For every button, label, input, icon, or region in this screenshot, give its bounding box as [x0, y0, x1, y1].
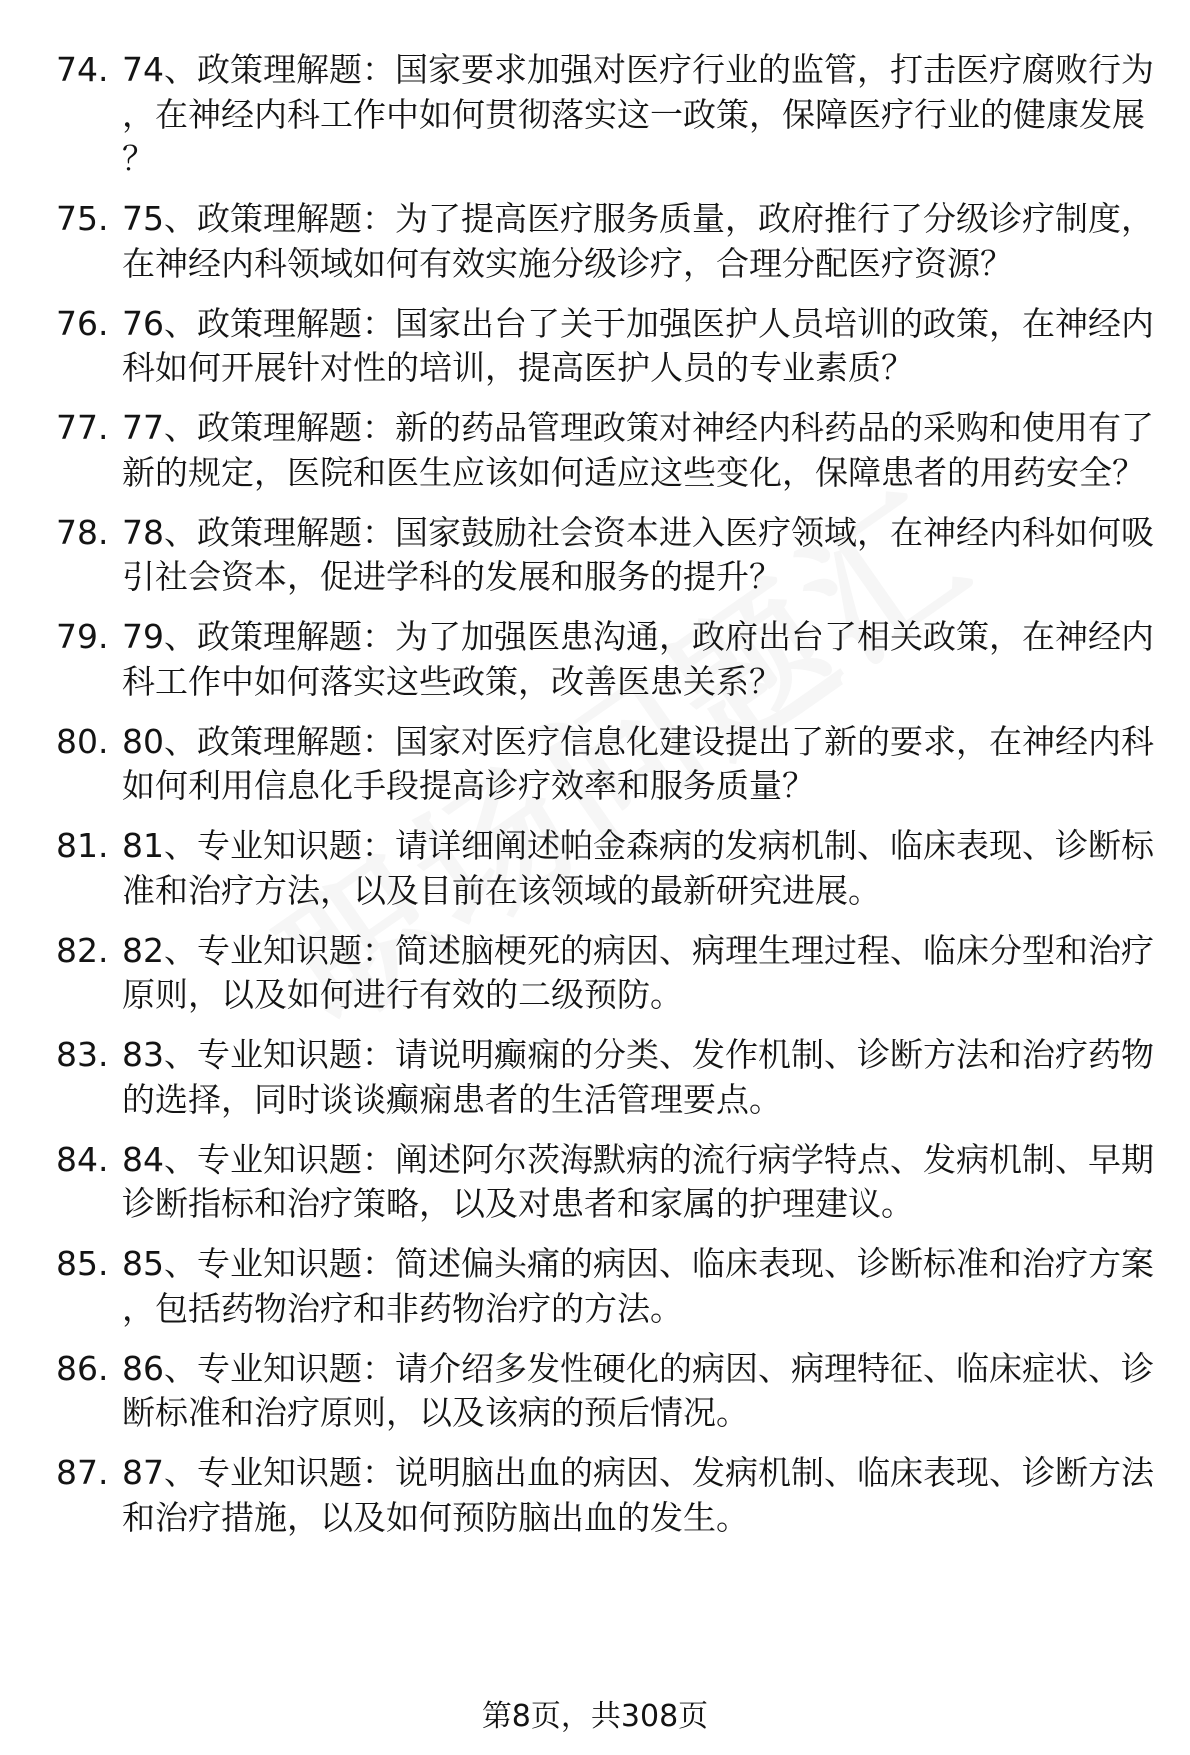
question-text: 84、专业知识题：阐述阿尔茨海默病的流行病学特点、发病机制、早期诊断指标和治疗策略，以及对患者和家属的护理建议。 — [122, 1139, 1154, 1223]
question-text: 75、政策理解题：为了提高医疗服务质量，政府推行了分级诊疗制度，在神经内科领域如何有效实施分级诊疗，合理分配医疗资源？ — [122, 199, 1154, 283]
question-number: 77. — [56, 408, 109, 447]
list-item — [56, 1138, 1156, 1227]
question-text: 78、政策理解题：国家鼓励社会资本进入医疗领域，在神经内科如何吸引社会资本，促进学科的发展和服务的提升？ — [122, 512, 1154, 596]
list-item — [56, 615, 1156, 704]
question-text: 79、政策理解题：为了加强医患沟通，政府出台了相关政策，在神经内科工作中如何落实这些政策，改善医患关系？ — [122, 617, 1154, 701]
list-item — [56, 302, 1156, 391]
question-number: 87. — [56, 1453, 109, 1492]
page-indicator: 第8页，共308页 — [481, 1699, 709, 1734]
question-text: 87、专业知识题：说明脑出血的病因、发病机制、临床表现、诊断方法和治疗措施，以及如何预防脑出血的发生。 — [122, 1453, 1154, 1537]
question-number: 75. — [56, 199, 109, 238]
question-number: 86. — [56, 1348, 109, 1388]
list-item — [56, 511, 1156, 600]
list-item — [56, 1347, 1156, 1436]
question-text: 85、专业知识题：简述偏头痛的病因、临床表现、诊断标准和治疗方案，包括药物治疗和非药物治疗的方法。 — [122, 1244, 1154, 1328]
question-number: 74. — [56, 50, 109, 89]
question-number: 83. — [56, 1035, 109, 1074]
question-number: 78. — [56, 512, 109, 552]
question-list — [56, 48, 1156, 1556]
list-item — [56, 1242, 1156, 1331]
question-number: 76. — [56, 303, 109, 343]
question-text: 76、政策理解题：国家出台了关于加强医护人员培训的政策，在神经内科如何开展针对性的培训，提高医护人员的专业素质？ — [122, 303, 1154, 387]
list-item — [56, 1451, 1156, 1540]
question-number: 81. — [56, 826, 109, 865]
question-text: 82、专业知识题：简述脑梗死的病因、病理生理过程、临床分型和治疗原则，以及如何进行有效的二级预防。 — [122, 930, 1154, 1014]
list-item — [56, 929, 1156, 1018]
question-text: 80、政策理解题：国家对医疗信息化建设提出了新的要求，在神经内科如何利用信息化手段提高诊疗效率和服务质量？ — [122, 721, 1154, 805]
question-number: 80. — [56, 721, 109, 761]
question-number: 79. — [56, 617, 109, 656]
question-number: 82. — [56, 930, 109, 970]
list-item — [56, 48, 1156, 182]
page-footer — [0, 1697, 1190, 1737]
question-text: 81、专业知识题：请详细阐述帕金森病的发病机制、临床表现、诊断标准和治疗方法，以及目前在该领域的最新研究进展。 — [122, 826, 1154, 910]
list-item — [56, 720, 1156, 809]
list-item — [56, 197, 1156, 286]
list-item — [56, 1033, 1156, 1122]
question-text: 74、政策理解题：国家要求加强对医疗行业的监管，打击医疗腐败行为，在神经内科工作中如何贯彻落实这一政策，保障医疗行业的健康发展？ — [122, 50, 1154, 178]
question-number: 84. — [56, 1139, 109, 1179]
question-number: 85. — [56, 1244, 109, 1283]
question-text: 83、专业知识题：请说明癫痫的分类、发作机制、诊断方法和治疗药物的选择，同时谈谈癫痫患者的生活管理要点。 — [122, 1035, 1154, 1119]
list-item — [56, 824, 1156, 913]
question-text: 77、政策理解题：新的药品管理政策对神经内科药品的采购和使用有了新的规定，医院和医生应该如何适应这些变化，保障患者的用药安全？ — [122, 408, 1154, 492]
list-item — [56, 406, 1156, 495]
question-text: 86、专业知识题：请介绍多发性硬化的病因、病理特征、临床症状、诊断标准和治疗原则，以及该病的预后情况。 — [122, 1348, 1154, 1432]
